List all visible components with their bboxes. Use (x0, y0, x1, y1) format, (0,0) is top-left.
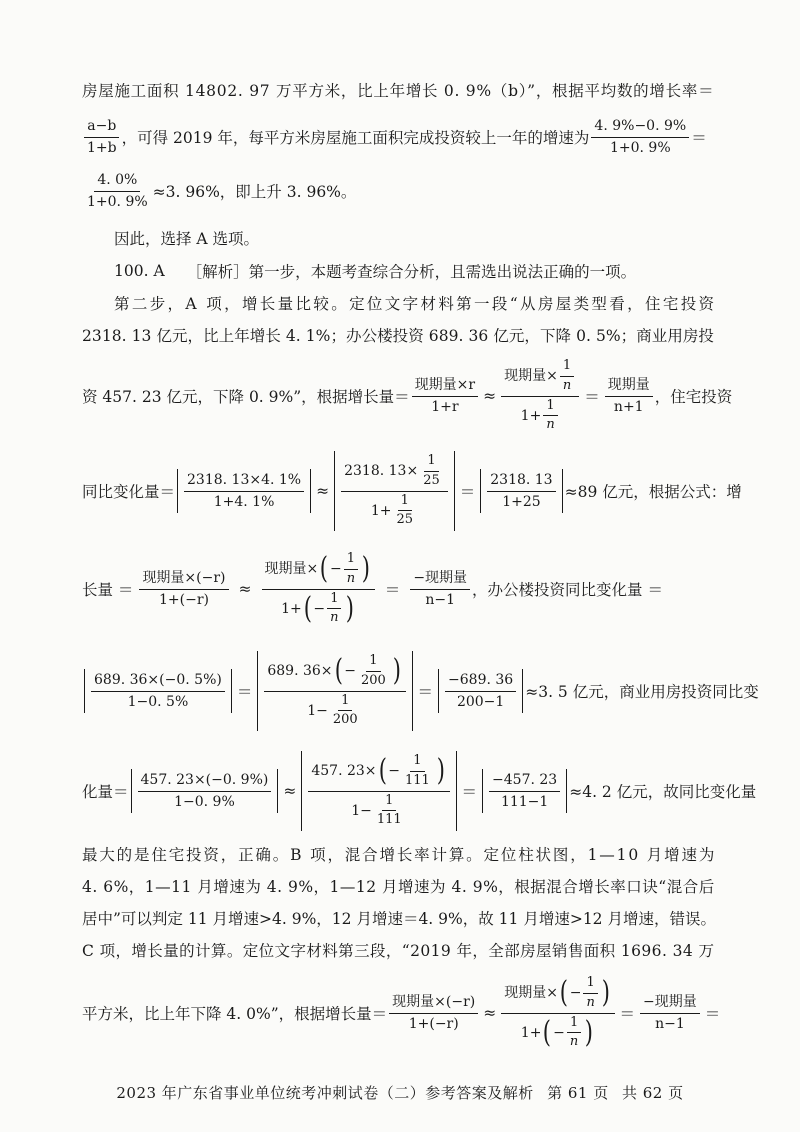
analysis-heading: ［解析］第一步，本题考查综合分析，且需选出说法正确的一项。 (186, 263, 637, 281)
text-line-6 (114, 291, 717, 315)
abs-expression-nested: 2318. 13× $\frac{1}{25}$ 1+ $\frac{1}{25}$ (334, 451, 455, 532)
text-segment: 居中”可以判定 11 月增速>4. 9%，12 月增速＝4. 9%，故 11 月增速>12 月增速，错误。 (82, 910, 716, 928)
footer-title: 2023 年广东省事业单位统考冲刺试卷（二）参考答案及解析 (116, 1084, 534, 1102)
text-segment: ，办公楼投资同比变化量 ＝ (472, 581, 663, 599)
text-line-13 (82, 842, 717, 866)
text-line-11: $\frac{689. 36\times(-0. 5\%)}{1-0. 5\%}$ ＝ 689. 36× ( − $\frac{1}{200}$ ) 1− $\frac{1}{200}$ ＝ $\frac{-689. 36}{200-1}$ ≈3. 5 亿元，商业用房投资同比变 (82, 644, 714, 738)
abs-expression: $\frac{457. 23\times(-0. 9\%)}{1-0. 9\%}$ (131, 769, 279, 812)
text-segment: 4. 6%，1—11 月增速为 4. 9%，1—12 月增速为 4. 9%，根据混合增长率口诀“混合后 (82, 878, 715, 896)
text-line-3 (82, 168, 714, 214)
page-footer (0, 1082, 800, 1103)
text-line-1 (82, 78, 714, 102)
text-segment: 2318. 13 亿元，比上年增长 4. 1%；办公楼投资 689. 36 亿元，下降 0. 5%；商业用房投 (82, 327, 714, 345)
text-line-16 (82, 938, 714, 962)
text-segment: 平方米，比上年下降 4. 0%”，根据增长量＝ (82, 1005, 388, 1023)
text-line-12: 化量＝ $\frac{457. 23\times(-0. 9\%)}{1-0. 9\%}$ ≈ 457. 23× ( − $\frac{1}{111}$ ) 1− $\frac{1}{111}$ ＝ $\frac{-457. 23}{111-1}$ ≈4. 2 亿元，故同比变化量 (82, 744, 714, 838)
fraction-formula: $\frac{\text{现期量×(−r)}}{1+(-r)}$ (389, 994, 478, 1031)
text-segment: 同比变化量＝ (82, 483, 176, 501)
abs-expression-nested: 457. 23× ( − $\frac{1}{111}$ ) 1− $\frac{1}{111}$ (301, 751, 456, 832)
text-segment: ≈4. 2 亿元，故同比变化量 (569, 783, 757, 801)
fraction-formula-nested: 现期量× ( − $\frac{1}{n}$ ) 1+ ( − $\frac{1}{n}$ ) (262, 552, 375, 627)
text-segment: 资 457. 23 亿元，下降 0. 9%”，根据增长量＝ (82, 388, 410, 406)
text-line-9: 同比变化量＝ $\frac{2318. 13\times 4. 1\%}{1+4. 1\%}$ ≈ 2318. 13× $\frac{1}{25}$ 1+ $\frac{1}{25}$ ＝ $\frac{2318. 13}{1+25}$ ≈89 亿元，根据公式：增 (82, 450, 714, 532)
text-segment: 长量 ＝ (82, 581, 134, 599)
abs-expression: $\frac{689. 36\times(-0. 5\%)}{1-0. 5\%}$ (84, 669, 232, 712)
fraction-a-minus-b: $\frac{a-b}{1+b}$ (84, 118, 120, 155)
text-line-8: 资 457. 23 亿元，下降 0. 9%”，根据增长量＝ $\frac{\text{现期量×r}}{1+r}$ ≈ 现期量× $\frac{1}{n}$ 1+ $\frac{1}{n}$ ＝ $\frac{\text{现期量}}{n+1}$ ，住宅投资 (82, 357, 733, 433)
fraction-formula: $\frac{\text{现期量×r}}{1+r}$ (412, 377, 478, 414)
fraction-formula-simplified: $\frac{\text{−现期量}}{n-1}$ (640, 994, 700, 1031)
abs-expression-simplified: $\frac{-457. 23}{111-1}$ (482, 769, 567, 812)
fraction-result: $\frac{4. 0\%}{1+0. 9\%}$ (87, 172, 148, 210)
text-line-2 (82, 114, 714, 160)
text-line-14 (82, 874, 714, 898)
text-segment: 因此，选择 A 选项。 (114, 230, 260, 248)
footer-total-pages: 共 62 页 (622, 1084, 684, 1102)
fraction-formula: $\frac{\text{现期量×(−r)}}{1+(-r)}$ (139, 570, 228, 607)
fraction-formula-simplified: $\frac{\text{现期量}}{n+1}$ (605, 377, 653, 414)
text-line-15 (82, 906, 714, 930)
abs-expression-nested: 689. 36× ( − $\frac{1}{200}$ ) 1− $\frac{1}{200}$ (257, 651, 412, 732)
text-line-10: 长量 ＝ $\frac{\text{现期量×(−r)}}{1+(-r)}$ ≈ 现期量× ( − $\frac{1}{n}$ ) 1+ ( − $\frac{1}{n}$ ) ＝ $\frac{\text{−现期量}}{n-1}$ ，办公楼投资同比变化量 ＝ (82, 542, 714, 636)
text-segment: ，住宅投资 (654, 388, 733, 406)
question-number: 100. A (114, 262, 165, 280)
fraction-formula-nested: 现期量× $\frac{1}{n}$ 1+ $\frac{1}{n}$ (501, 359, 579, 434)
text-segment: 房屋施工面积 14802. 97 万平方米，比上年增长 0. 9%（b）”，根据平均数的增长率＝ (82, 82, 715, 100)
footer-page-number: 第 61 页 (547, 1084, 609, 1102)
text-segment: ≈3. 5 亿元，商业用房投资同比变 (525, 683, 759, 701)
fraction-formula-simplified: $\frac{\text{−现期量}}{n-1}$ (410, 570, 470, 607)
text-segment: ≈89 亿元，根据公式：增 (564, 483, 742, 501)
fraction-growth: $\frac{4. 9\%-0. 9\%}{1+0. 9\%}$ (591, 118, 689, 155)
fraction-formula-nested: 现期量× ( − $\frac{1}{n}$ ) 1+ ( − $\frac{1}{n}$ ) (501, 976, 614, 1051)
text-line-17: 平方米，比上年下降 4. 0%”，根据增长量＝ $\frac{\text{现期量×(−r)}}{1+(-r)}$ ≈ 现期量× ( − $\frac{1}{n}$ ) 1+ ( − $\frac{1}{n}$ ) ＝ $\frac{\text{−现期量}}{n-1}$ ＝ (82, 974, 721, 1050)
text-segment: 最大的是住宅投资，正确。B 项，混合增长率计算。定位柱状图，1—10 月增速为 (82, 846, 717, 864)
abs-expression-simplified: $\frac{2318. 13}{1+25}$ (480, 469, 562, 512)
text-segment: ，可得 2019 年，每平方米房屋施工面积完成投资较上一年的增速为 (121, 129, 590, 147)
abs-expression: $\frac{2318. 13\times 4. 1\%}{1+4. 1\%}$ (177, 469, 311, 512)
text-line-4 (114, 226, 714, 250)
text-segment: C 项，增长量的计算。定位文字材料第三段，“2019 年，全部房屋销售面积 1696. 34 万 (82, 942, 715, 960)
text-segment: 化量＝ (82, 783, 129, 801)
text-segment: ＝ (691, 129, 707, 147)
abs-expression-simplified: $\frac{-689. 36}{200-1}$ (438, 669, 523, 712)
text-line-7 (82, 323, 714, 347)
text-line-5 (114, 259, 714, 283)
text-segment: 第二步，A 项，增长量比较。定位文字材料第一段“从房屋类型看，住宅投资 (114, 295, 717, 313)
text-segment: ≈3. 96%，即上升 3. 96%。 (152, 183, 357, 201)
